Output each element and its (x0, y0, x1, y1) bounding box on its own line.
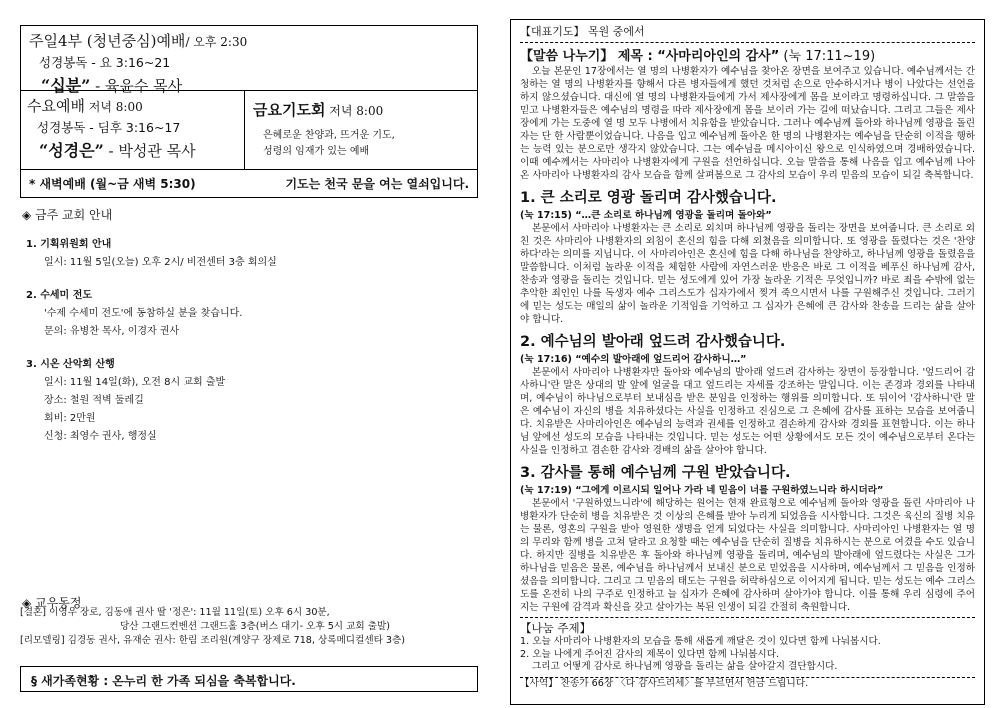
point-heading: 3. 감사를 통해 예수님께 구원 받았습니다. (520, 465, 791, 481)
staff-news (20, 606, 478, 648)
service-time: 저녁 8:00 (325, 104, 384, 118)
preacher-name: - 박성관 목사 (103, 142, 196, 160)
news-heading: ◈ 금주 교회 안내 (22, 208, 113, 222)
news-item-line: 신청: 최영수 권사, 행정실 (44, 431, 157, 442)
divider (520, 42, 975, 43)
news-item-line: 일시: 11월 14일(화), 오전 8시 교회 출발 (44, 377, 226, 388)
point-heading: 2. 예수님의 발아래 엎드려 감사했습니다. (520, 334, 786, 350)
service-note: 성령의 임재가 있는 예배 (263, 146, 370, 157)
divider (520, 617, 975, 618)
news-item-title: 2. 수세미 전도 (26, 290, 93, 301)
news-item-title: 3. 시온 산악회 산행 (26, 359, 115, 370)
service-title: 주일4부 (청년중심)예배 (29, 32, 186, 50)
staff-news-line: 당산 그랜드컨벤션 그랜드홀 3층(버스 대기- 오후 5시 교회 출발) (120, 621, 390, 632)
offering-line: 【사역】 찬송가 66장 〈다 감사드리세〉를 부르면서 헌금 드립니다. (520, 677, 809, 689)
news-item (26, 286, 478, 337)
news-item-line: 회비: 2만원 (44, 413, 96, 424)
news-item-line: 일시: 11월 5일(오늘) 오후 2시/ 비전센터 3층 회의실 (44, 257, 277, 268)
point-text: 본문에서 '구원하였느니라'에 해당하는 원어는 현재 완료형으로 예수님께 돌아와 영광을 돌린 사마리아 나병환자가 단순히 병을 치유받은 것 이상의 은혜를 받아 누리게 되었음을 시사합니다. 그것은 육신의 질병 치유는 물론, 영혼의 구원을 받아 영원한 생명을 얻게 되었다는 사실을 의미합니다. 사마리아인 나병환자는 열 명의 무리와 함께 병을 고쳐 달라고 요청할 때는 예수님을 단순히 질병을 치유하시는 분으로 여겼을 수도 있습니다. 하지만 질병을 치유받은 후 돌아와 하나님께 영광을 돌리며, 예수님의 발아래에 엎드렸다는 사실은 그가 하나님을 믿음은 물론, 예수님을 하나님께서 보내신 분으로 믿었음을 시사하며, 예수님께서 그 믿음을 인정하셨음을 의미합니다. 그리고 그 믿음의 태도는 구원을 허락하심으로 이어지게 됩니다. 믿는 성도는 예수 그리스도를 온전히 나의 구주로 인정하고 늘 십자가 은혜에 감사하며 살아가야 합니다. 이를 통해 우리 심령에 주어지는 구원에 감격과 확신을 갖고 살아가는 복된 인생이 되길 간절히 축원합니다. (520, 498, 975, 613)
staff-news-line: [결혼] 이영우 장로, 김동애 권사 딸 '정은': 11월 11일(토) 오후 6시 30분, (20, 607, 330, 618)
news-item (26, 355, 478, 442)
point-text: 본문에서 사마리아 나병환자는 큰 소리로 외치며 하나님께 영광을 돌리는 장면을 보여줍니다. 큰 소리로 외친 것은 사마리아 나병환자의 외침이 혼신의 힘을 다해 외쳤음을 의미합니다. 또 영광을 돌렸다는 것은 '찬양하다'라는 의미를 지닙니다. 이 사마리아인은 혼신에 힘을 다해 하나님을 찬양하고, 하나님께 영광을 돌렸음을 말씀합니다. 이처럼 놀라운 이적을 체험한 사람에 자연스러운 반응은 바로 그 이적을 베푸신 하나님께 감사, 찬송과 영광을 돌리는 것입니다. 믿는 성도에게 있어 가장 놀라운 기적은 무엇입니까? 바로 죄을 수밖에 없는 추악한 죄인인 나를 독생자 예수 그리스도가 십자가에서 찢겨 죽으시면서 나를 구원해주신 것입니다. 그러기에 믿는 성도는 매일의 삶이 놀라운 기적임을 기억하고 그 십자가 은혜에 큰 감사와 찬송을 드리는 삶을 살아야 합니다. (520, 223, 975, 325)
dawn-slogan: 기도는 천국 문을 여는 열쇠입니다. (285, 177, 469, 191)
weekday-services (20, 91, 478, 170)
sermon-title: 【말씀 나누기】 제목 : “사마리아인의 감사” (520, 49, 780, 64)
news-item (26, 235, 478, 268)
scripture-reading: 성경봉독 - 딤후 3:16~17 (37, 120, 181, 135)
point-verse: (눅 17:15) “…큰 소리로 하나님께 영광을 돌리며 돌아와” (520, 210, 772, 221)
news-item-title: 1. 기획위원회 안내 (26, 239, 112, 250)
service-time: / 오후 2:30 (185, 35, 248, 49)
staff-news-line: [리모델링] 김경동 권사, 유재순 권사: 한림 조리원(계양구 장제로 718, 상록메디컬센타 3층) (20, 635, 406, 646)
news-item-line: '수제 수세미 전도'에 동참하실 분을 찾습니다. (44, 308, 243, 319)
sermon-title: “십분” (41, 76, 91, 95)
share-topic: 1. 오늘 사마리아 나병환자의 모습을 통해 새롭게 깨달은 것이 있다면 함께 나눠봅시다. (520, 636, 881, 647)
service-title: 금요기도회 (253, 101, 326, 119)
share-topics (520, 636, 975, 674)
staff-news-heading: ◈ 교우동정 (22, 596, 82, 610)
share-topic: 그리고 어떻게 감사로 하나님께 영광을 돌리는 삶을 살아갈지 결단합시다. (532, 661, 838, 672)
prayer-line: 【대표기도】 목원 중에서 (520, 25, 645, 38)
preacher-name: - 육윤수 목사 (90, 77, 183, 95)
sermon-intro: 오늘 본문인 17장에서는 열 명의 나병환자가 예수님을 찾아온 장면을 보여주고 있습니다. 예수님께서는 간청하는 열 명의 나병환자를 향해서 다른 병자들에게 했던 것처럼 손으로 안수하시거나 병이 나았다는 선언을 하지 않으셨습니다. 대신에 열 명의 나병환자들에게 가서 제사장에게 몸을 보이라고 명령하십니다. 그 말씀을 믿고 나병환자들은 예수님의 명령을 따라 제사장에게 몸을 보이러 가는 길에 떠났습니다. 그리고 그들은 제사장에게 가는 도중에 열 명 모두 나병에서 치유함을 받았습니다. 그러나 예수님께 돌아와 하나님께 영광을 돌린 자는 단 한 사람뿐이었습니다. 나음을 입고 예수님께 돌아온 한 명의 나병환자는 예수님을 단순히 이적을 행하는 능력 있는 분으로만 생각지 않았습니다. 그는 예수님을 메시아이신 왕으로 인식하였으며 경배하였습니다. 이때 예수께서는 사마리아 나병환자에게 구원을 선언하십니다. 오늘 말씀을 통해 나음을 입고 예수님께 나아온 사마리아 나병환자의 감사 모습을 함께 살펴봄으로 그 감사의 모습이 우리 믿음의 모습이 되길 축복합니다. (520, 66, 975, 181)
service-note: 은혜로운 찬양과, 뜨거운 기도, (263, 130, 395, 141)
dawn-prayer-bar (20, 170, 478, 198)
dawn-service-label: * 새벽예배 (월~금 새벽 5:30) (29, 177, 196, 191)
sermon-title: “성경은” (39, 141, 104, 160)
left-column (20, 25, 478, 442)
scripture-reading: 성경봉독 - 요 3:16~21 (39, 55, 171, 70)
new-family-box: § 새가족현황 : 온누리 한 가족 되심을 축복합니다. (20, 666, 478, 692)
point-text: 본문에서 사마리아 나병환자만 돌아와 예수님의 발아래 엎드려 감사하는 장면이 등장합니다. '엎드리어 감사하니'란 말은 상대의 발 앞에 얼굴을 대고 엎드리는 자세를 강조하는 말입니다. 이는 존경과 경외를 나타내며, 예수님이 하나님으로부터 보내심을 받은 분임을 인정하는 행위를 의미합니다. 또 뒤이어 '감사하니'란 말은 예수님이 자신의 병을 치유하셨다는 사실을 인정하고 진심으로 그 은혜에 감사를 표하는 모습을 보여줍니다. 치유받은 사마리아인은 예수님의 능력과 권세를 인정하고 겸손하게 감사와 경외를 표현합니다. 이는 하나님 앞에선 성도의 모습을 나타내는 것입니다. 믿는 성도는 어떤 상황에서도 모든 것이 예수님으로부터 온다는 사실을 인정하고 겸손한 감사와 경배의 삶을 살아야 합니다. (520, 367, 975, 456)
share-topic: 2. 오늘 나에게 주어진 감사의 제목이 있다면 함께 나눠봅시다. (520, 648, 780, 660)
point-heading: 1. 큰 소리로 영광 돌리며 감사했습니다. (520, 190, 777, 206)
point-verse: (눅 17:19) “그에게 이르시되 일어나 가라 네 믿음이 너를 구원하였느니라 하시더라” (520, 485, 884, 496)
sermon-verse: (눅 17:11~19) (779, 49, 876, 64)
news-item-line: 장소: 철원 적벽 둘레길 (44, 395, 144, 406)
sermon-panel (510, 19, 985, 705)
service-friday (245, 91, 477, 169)
news-item-line: 문의: 유병찬 목사, 이경자 권사 (44, 326, 180, 337)
share-heading: 【나눔 주제】 (520, 621, 592, 635)
service-time: 저녁 8:00 (84, 100, 143, 114)
service-sunday4 (20, 25, 478, 95)
point-verse: (눅 17:16) “예수의 발아래에 엎드리어 감사하니…” (520, 354, 747, 365)
service-title: 수요예배 (27, 97, 85, 115)
service-wednesday (21, 91, 245, 169)
